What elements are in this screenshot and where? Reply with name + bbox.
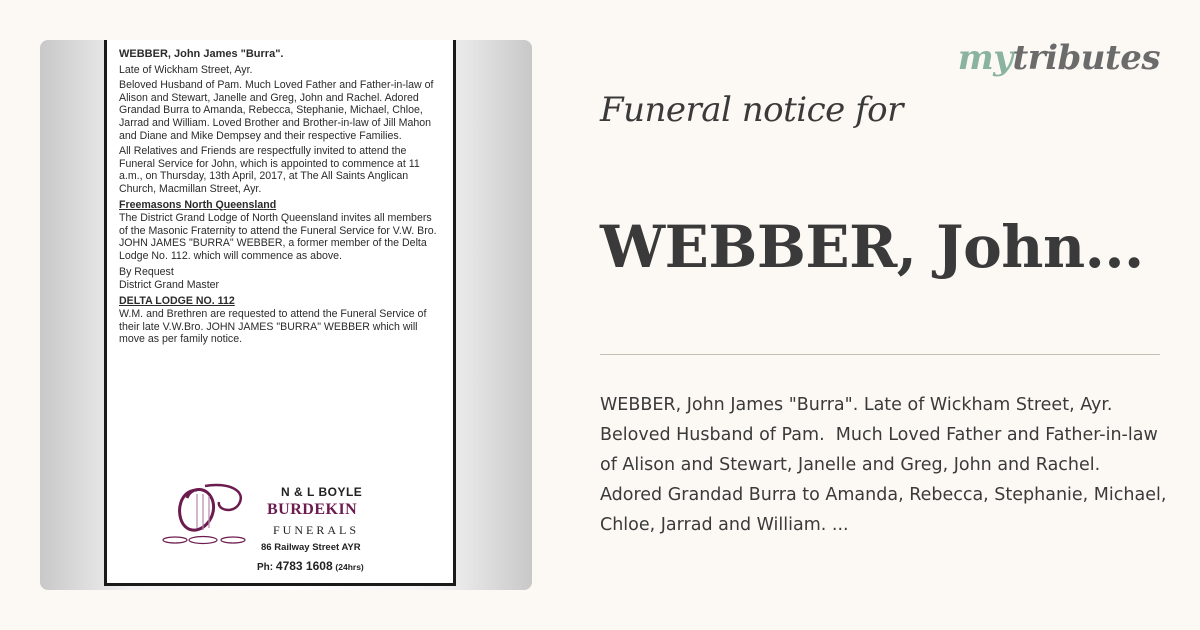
mytributes-logo[interactable]: [958, 38, 1160, 78]
ad-phone-note: (24hrs): [335, 562, 364, 572]
notice-residence: Late of Wickham Street, Ayr.: [119, 63, 253, 76]
freemasons-text: The District Grand Lodge of North Queensland invites all members of the Masonic Fraternity to attend the Funeral Service for V.W. Bro. JOHN JAMES "BURRA" WEBBER, a former member of the Delta Lodge No. 112. which will commence as above.: [119, 212, 437, 262]
notice-heading: WEBBER, John James "Burra".: [119, 48, 284, 60]
logo-suffix: tributes: [1012, 38, 1160, 78]
deceased-name: WEBBER, John...: [600, 213, 1144, 281]
newspaper-clipping: [104, 40, 456, 586]
delta-lodge-text: W.M. and Brethren are requested to attend the Funeral Service of their late V.W.Bro. JOHN JAMES "BURRA" WEBBER which will move as per family notice.: [119, 308, 427, 346]
ad-business-subname: FUNERALS: [273, 523, 360, 537]
notice-service: All Relatives and Friends are respectfully invited to attend the Funeral Service for John, which is appointed to commence at 11 a.m., on Thursday, 13th April, 2017, at The All Saints Anglican Church, Macmillan Street, Ayr.: [119, 145, 420, 195]
by-request: By Request: [119, 265, 174, 278]
freemasons-heading: Freemasons North Queensland: [119, 198, 277, 211]
ad-phone-number: 4783 1608: [275, 559, 333, 573]
ad-owners: N & L BOYLE: [281, 485, 363, 499]
delta-lodge-heading: DELTA LODGE NO. 112: [119, 294, 235, 307]
notice-family: Beloved Husband of Pam. Much Loved Father and Father-in-law of Alison and Stewart, Janelle and Greg, John and Rachel. Adored Grandad Burra to Amanda, Rebecca, Stephanie, Michael, Chloe, Jarrad and William. Loved Brother and Brother-in-law of Jill Mahon and Diane and Mike Dempsey and their respective Families.: [119, 79, 434, 142]
ad-phone: [257, 560, 364, 575]
notice-image: [40, 40, 532, 590]
notice-excerpt: WEBBER, John James "Burra". Late of Wickham Street, Ayr. Beloved Husband of Pam. Much Loved Father and Father-in-law of Alison and Stewart, Janelle and Greg, John and Rachel. Adored Grandad Burra to Amanda, Rebecca, Stephanie, Michael, Chloe, Jarrad and William. ...: [600, 395, 1172, 535]
logo-prefix: my: [957, 38, 1013, 78]
burdekin-logo-icon: [157, 480, 277, 550]
funeral-home-ad: [157, 480, 447, 576]
divider: [600, 354, 1160, 355]
page-subtitle: Funeral notice for: [600, 90, 903, 130]
ad-address: 86 Railway Street AYR: [261, 542, 361, 553]
ad-business-name: BURDEKIN: [267, 501, 358, 518]
ad-phone-prefix: Ph:: [257, 562, 274, 573]
grand-master: District Grand Master: [119, 279, 220, 292]
